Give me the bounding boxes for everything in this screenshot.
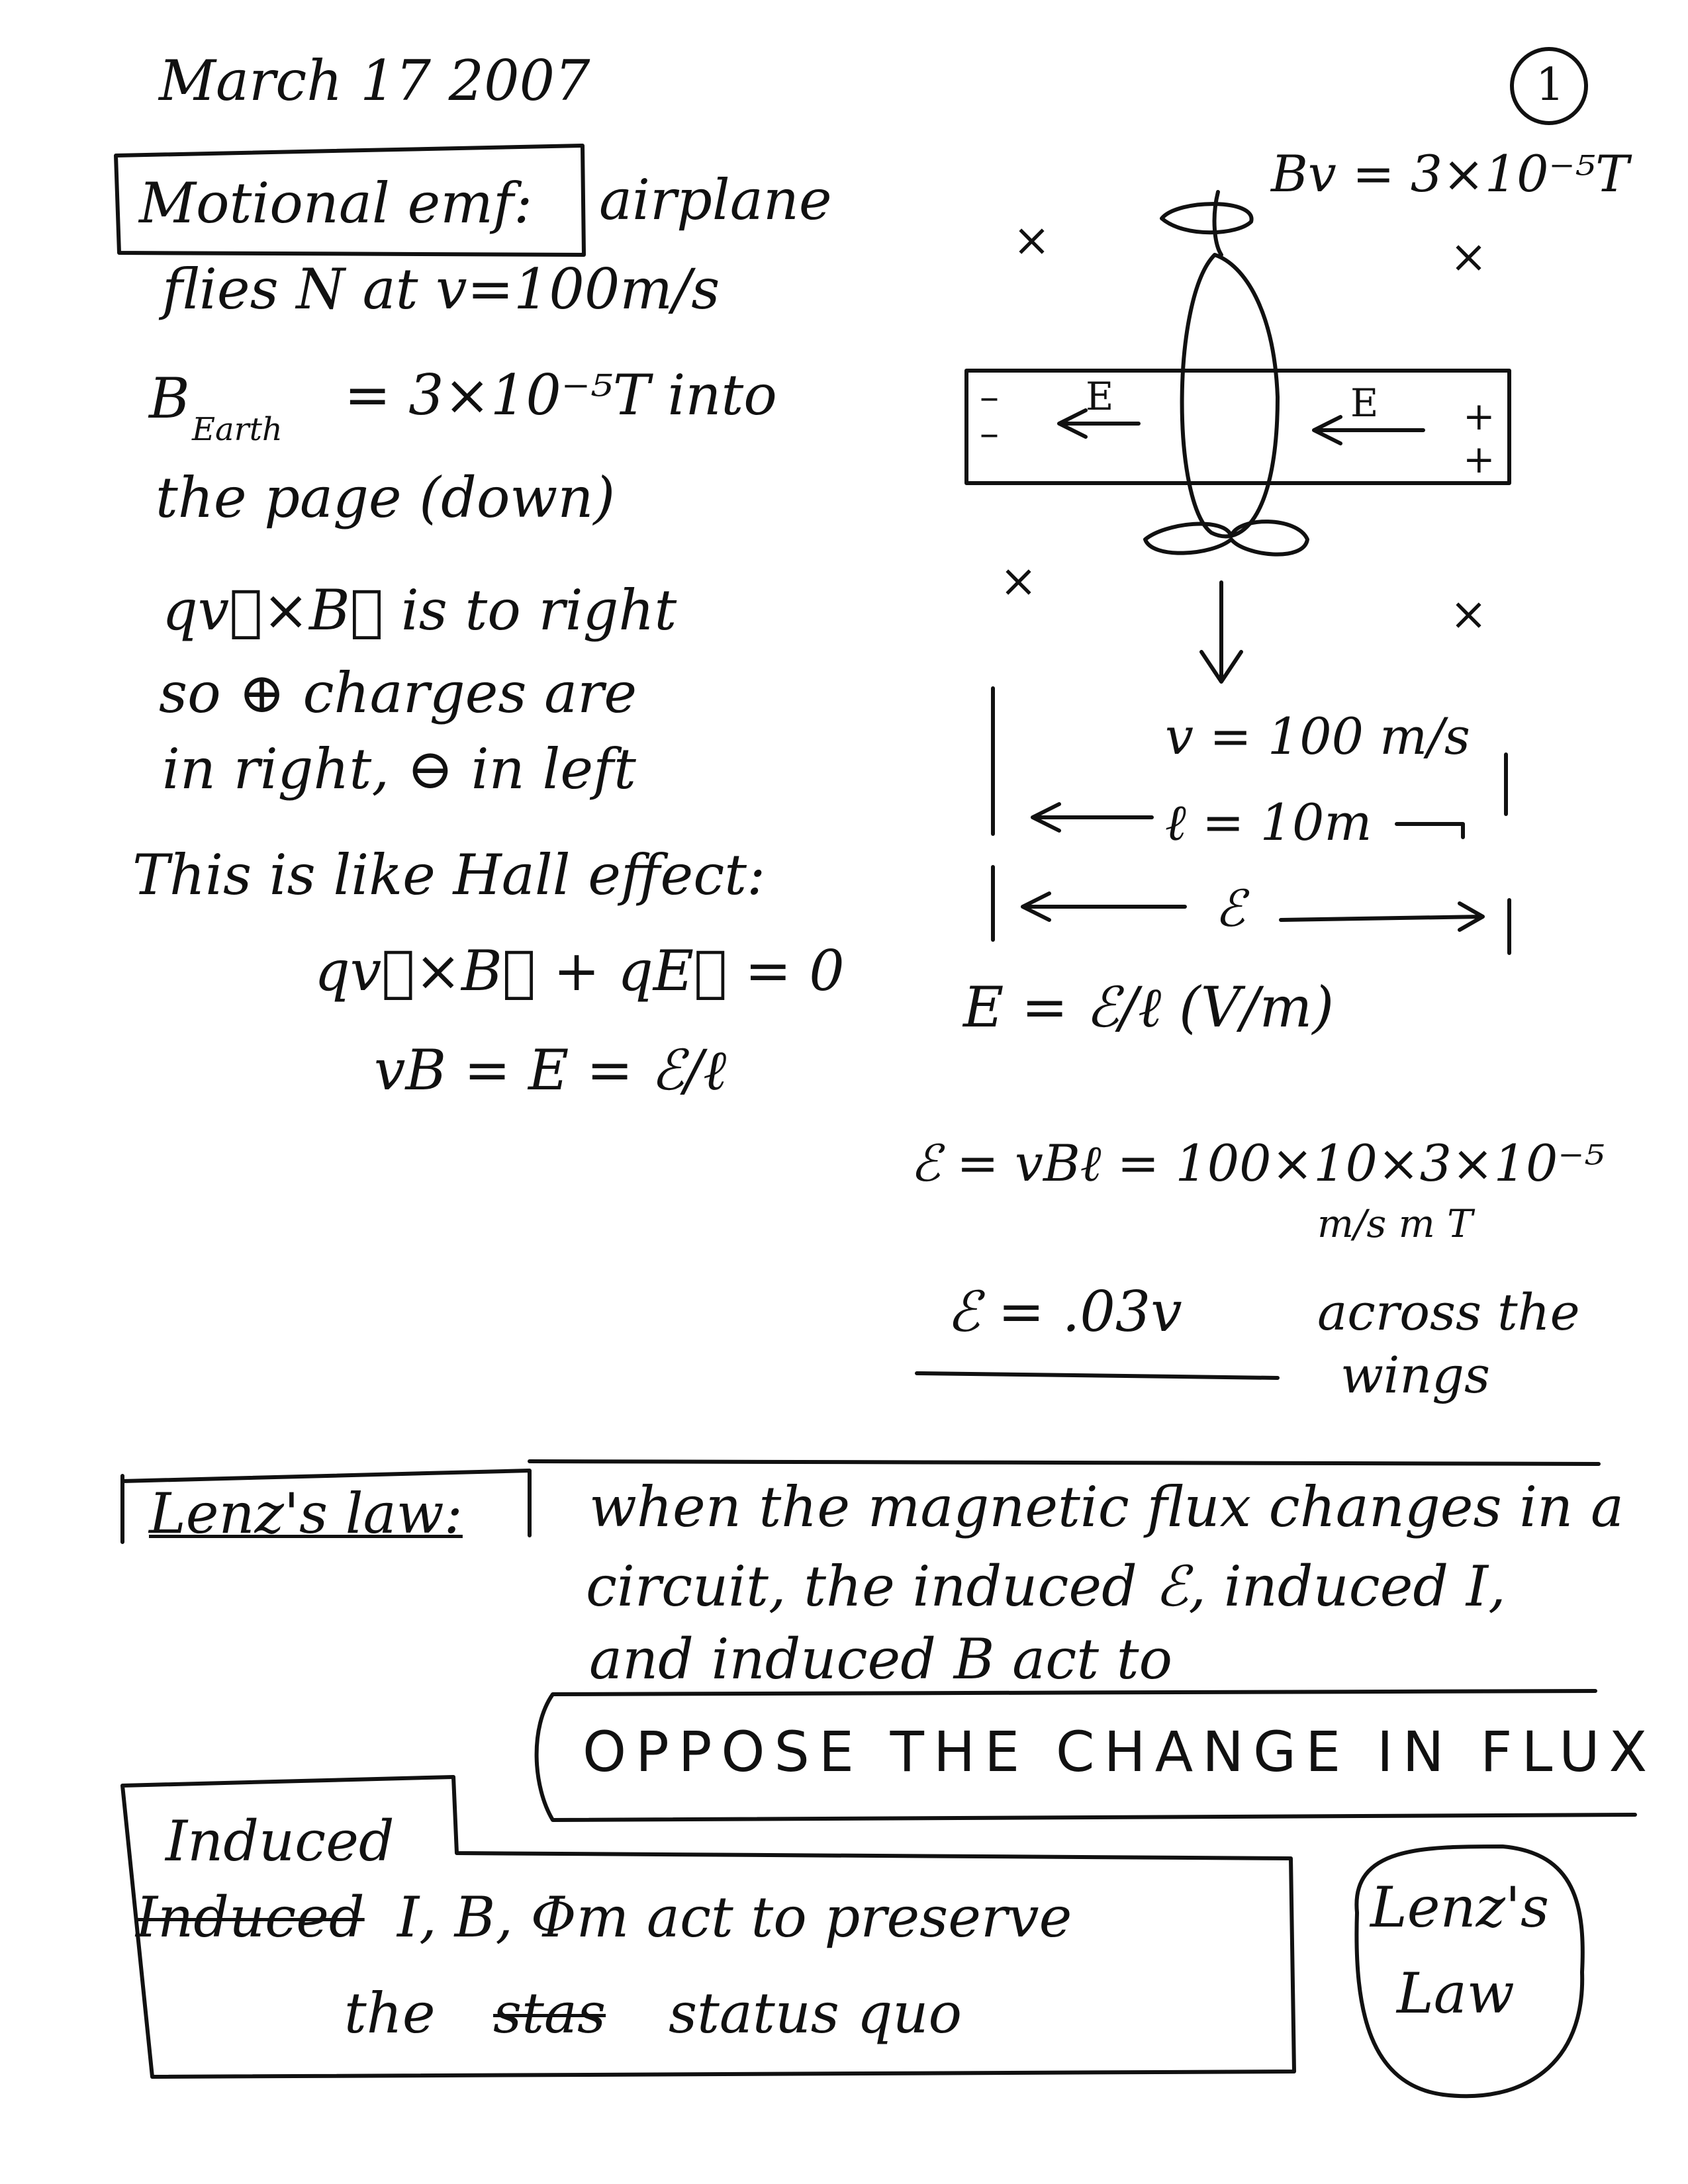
velocity-arrow [1201,582,1241,682]
minus-sign: – [980,374,999,419]
emf-label: ℰ [1215,879,1246,938]
emf-result-note: wings [1340,1345,1490,1404]
lenz-text: and induced B act to [589,1627,1173,1692]
lenz-title: Lenz's law: [149,1481,463,1546]
length-arrow-left [1033,804,1152,831]
bv-label: Bv = 3×10⁻⁵T [1271,144,1629,203]
motional-line: the page (down) [156,465,616,530]
struck-word: stas [493,1981,606,2046]
motional-title: Motional emf: [139,171,533,236]
emf-result: ℰ = .03v [947,1279,1182,1344]
motional-line: qv⃗×B⃗ is to right [162,578,677,643]
page-number: 1 [1536,59,1565,111]
emf-units: m/s m T [1317,1201,1473,1246]
emf-arrow-right [1281,903,1483,930]
motional-line: so ⊕ charges are [159,660,637,725]
lenz-text: when the magnetic flux changes in a [589,1475,1624,1539]
induced-text: I, B, Φm act to preserve [397,1885,1072,1950]
induced-label: Induced [165,1809,395,1874]
emf-result-note: across the [1317,1283,1580,1342]
e-label-right: E [1350,381,1379,426]
induced-text: status quo [669,1981,962,2046]
plane-fuselage [1182,255,1278,536]
induced-text: the [344,1981,436,2046]
lenz-side-label: Law [1397,1961,1515,2026]
e-label-left: E [1086,374,1114,419]
length-label: ℓ = 10m [1165,793,1372,852]
plane-propeller [1162,204,1252,232]
x-mark: × [1450,231,1487,283]
length-arrow-right [1397,824,1463,837]
x-mark: × [1013,214,1051,267]
x-mark: × [1000,555,1037,608]
date: March 17 2007 [159,48,590,113]
motional-line: flies N at v=100m/s [162,257,720,322]
plus-sign: + [1463,437,1495,482]
minus-sign: – [980,410,999,455]
motional-line: in right, ⊖ in left [162,737,636,801]
oppose-change-text: OPPOSE THE CHANGE IN FLUX [583,1719,1657,1784]
motional-line: airplane [599,167,832,232]
plus-sign: + [1463,394,1495,439]
motional-line: This is like Hall effect: [132,842,766,907]
motional-subscript: Earth [192,411,283,448]
motional-line: B [149,366,190,431]
lenz-side-label: Lenz's [1370,1875,1550,1940]
emf-equation: ℰ = vBℓ = 100×10×3×10⁻⁵ [910,1134,1605,1193]
motional-equation: qv⃗×B⃗ + qE⃗ = 0 [314,938,845,1003]
velocity-label: v = 100 m/s [1165,707,1470,766]
motional-line: = 3×10⁻⁵T into [344,363,777,428]
emf-arrow-left [1023,893,1185,920]
x-mark: × [1450,588,1487,641]
motional-equation: vB = E = ℰ/ℓ [374,1038,727,1103]
e-field-equation: E = ℰ/ℓ (V/m) [963,975,1335,1040]
lenz-text: circuit, the induced ℰ, induced I, [586,1554,1506,1619]
struck-word: Induced [136,1885,365,1950]
plane-wing [966,371,1509,483]
